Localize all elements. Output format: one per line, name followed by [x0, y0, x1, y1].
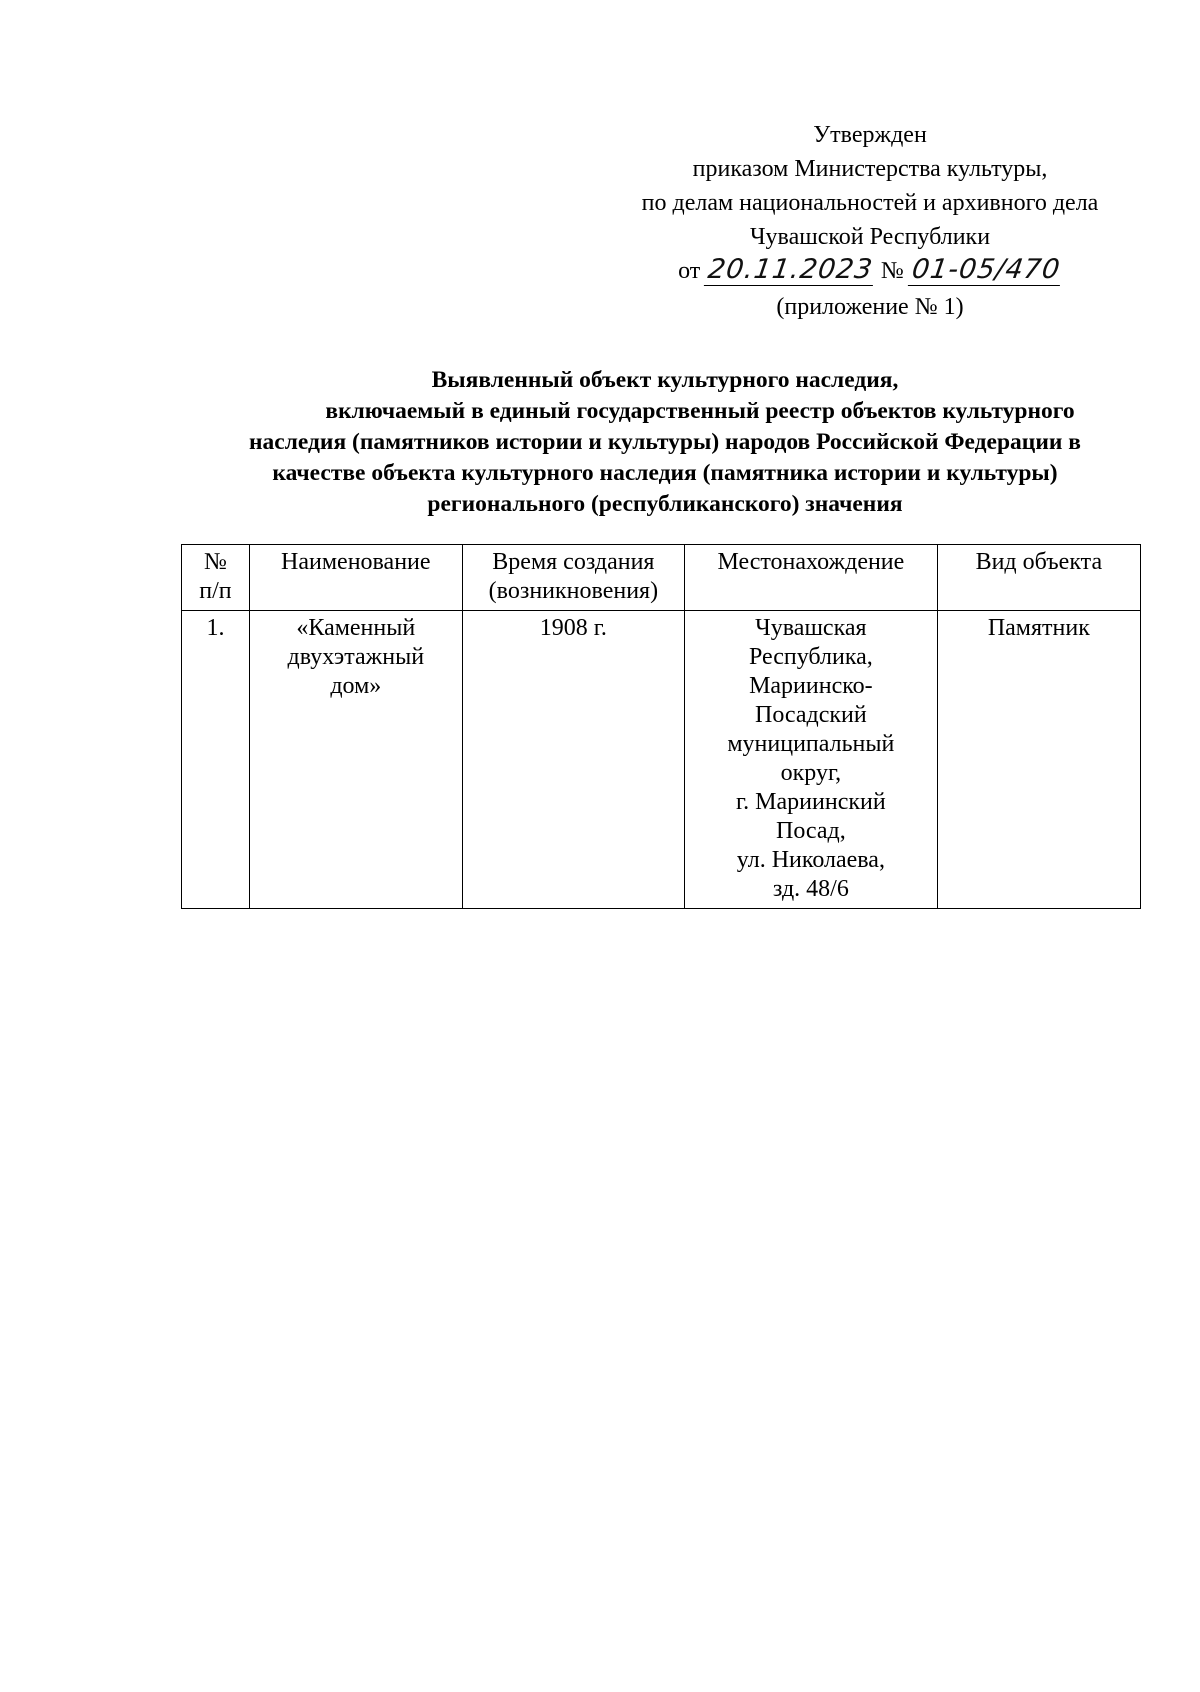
header-type: Вид объекта [937, 545, 1140, 611]
cell-number: 1. [182, 611, 250, 909]
cell-location-line: ул. Николаева, [736, 847, 885, 873]
approval-line-order: приказом Министерства культуры, [692, 156, 1048, 182]
header-time-line-2: (возникновения) [488, 578, 659, 604]
date-prefix: от [678, 258, 701, 284]
cell-name-line: дом» [330, 673, 382, 699]
order-date-number-line [600, 254, 1140, 290]
title-line-1: Выявленный объект культурного наследия, [431, 367, 899, 393]
approval-line-republic: Чувашской Республики [749, 224, 991, 250]
header-location: Местонахождение [685, 545, 938, 611]
heritage-object-table [181, 544, 1141, 909]
header-time-line-1: Время создания [492, 549, 655, 575]
header-number-line-1: № [204, 549, 227, 575]
approval-line-approved: Утвержден [813, 122, 927, 148]
header-number [182, 545, 250, 611]
cell-name-line: «Каменный [296, 615, 416, 641]
title-line-5: регионального (республиканского) значения [427, 491, 903, 517]
header-name: Наименование [249, 545, 462, 611]
cell-location [685, 611, 938, 909]
handwritten-date: 20.11.2023 [704, 255, 877, 286]
header-number-line-2: п/п [199, 578, 232, 604]
cell-location-line: Мариинско- [749, 673, 873, 699]
cell-location-line: Чувашская [755, 615, 867, 641]
cell-location-line: Посадский [755, 702, 867, 728]
cell-location-line: Республика, [748, 644, 873, 670]
cell-type: Памятник [937, 611, 1140, 909]
header-time [462, 545, 684, 611]
table-header-row [182, 545, 1141, 611]
cell-location-line: муниципальный [727, 731, 895, 757]
table-row [182, 611, 1141, 909]
cell-location-line: Посад, [776, 818, 846, 844]
title-line-3: наследия (памятников истории и культуры) народов Российской Федерации в [248, 429, 1081, 455]
number-prefix: № [880, 258, 904, 284]
handwritten-order-number: 01-05/470 [908, 255, 1064, 286]
cell-location-line: округ, [780, 760, 842, 786]
document-title [190, 365, 1140, 520]
cell-location-line: зд. 48/6 [772, 876, 849, 902]
annex-label: (приложение № 1) [776, 294, 964, 320]
cell-location-line: г. Мариинский [736, 789, 886, 815]
approval-line-ministry: по делам национальностей и архивного дела [641, 190, 1099, 216]
cell-name [249, 611, 462, 909]
title-line-4: качестве объекта культурного наследия (памятника истории и культуры) [272, 460, 1058, 486]
cell-name-line: двухэтажный [287, 644, 425, 670]
title-line-2: включаемый в единый государственный реестр объектов культурного [325, 398, 1075, 424]
cell-time: 1908 г. [462, 611, 684, 909]
approval-block [600, 118, 1140, 324]
